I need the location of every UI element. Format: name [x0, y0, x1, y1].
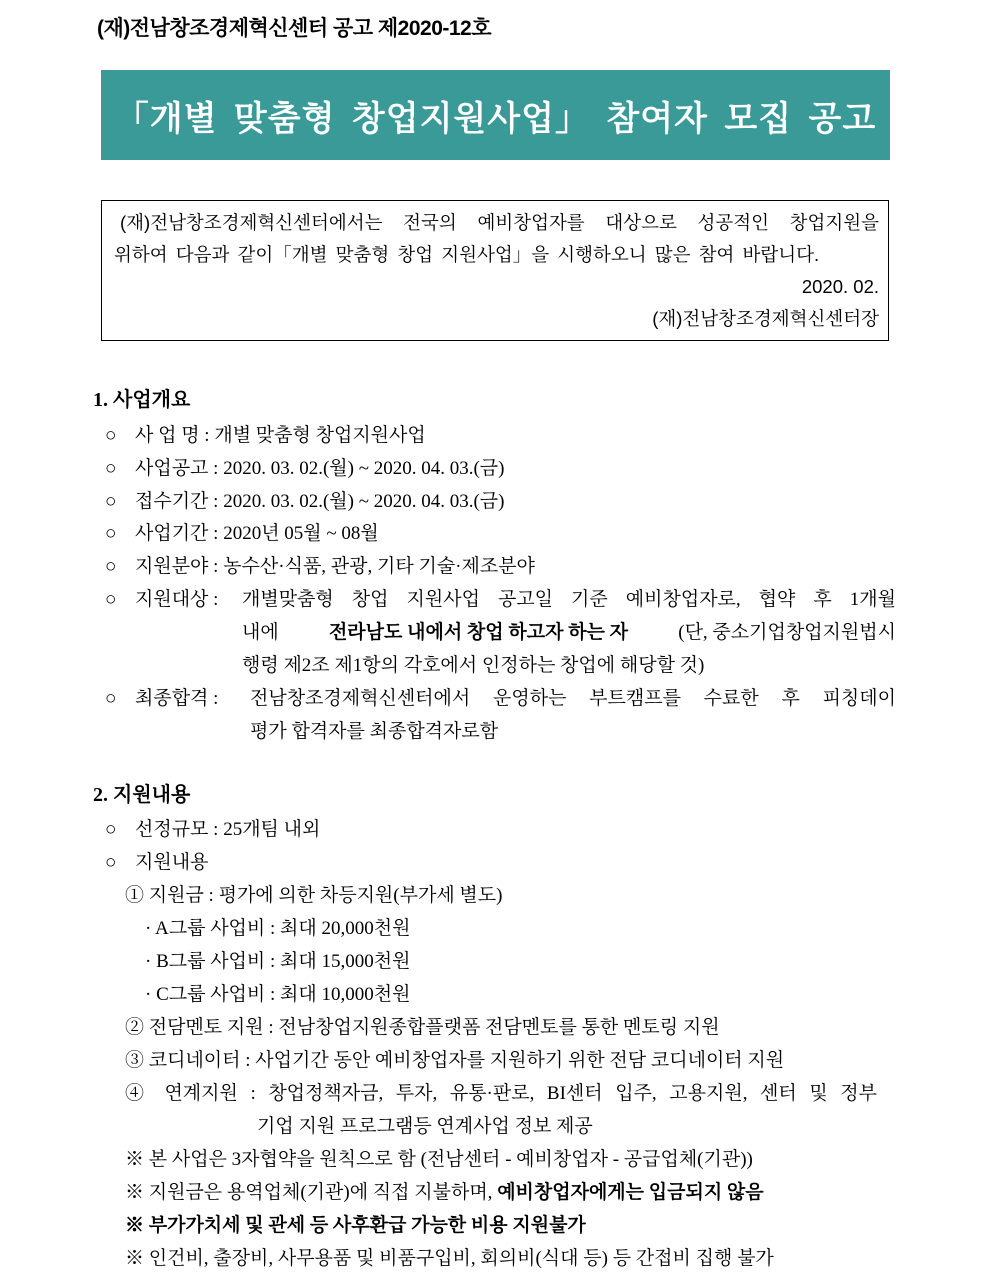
- final-line-1: 전남창조경제혁신센터에서 운영하는 부트캠프를 수료한 후 피칭데이: [250, 688, 896, 709]
- coordinator-item: ③ 코디네이터 : 사업기간 동안 예비창업자를 지원하기 위한 전담 코디네이터 지원: [125, 1050, 785, 1071]
- circle-bullet-icon: ○: [105, 688, 117, 709]
- note-4: ※ 인건비, 출장비, 사무용품 및 비품구입비, 회의비(식대 등) 등 간접비 집행 불가: [125, 1248, 774, 1269]
- title-banner: [101, 70, 890, 160]
- intro-paragraph: [114, 207, 879, 271]
- circle-bullet-icon: ○: [105, 458, 117, 479]
- intro-line-1: (재)전남창조경제혁신센터에서는 전국의 예비창업자를 대상으로 성공적인 창업지원을: [120, 212, 879, 233]
- item-text: 사 업 명 : 개별 맞춤형 창업지원사업: [135, 425, 426, 446]
- page-title: 「개별 맞춤형 창업지원사업」 참여자 모집 공고: [114, 99, 877, 138]
- mentor-item: ② 전담멘토 지원 : 전남창업지원종합플랫폼 전담멘토를 통한 멘토링 지원: [125, 1017, 720, 1038]
- target-line-2-post: (단, 중소기업창업지원법시: [678, 622, 896, 643]
- group-b-item: · B그룹 사업비 : 최대 15,000천원: [145, 951, 411, 972]
- target-line-2-pre: 내에: [242, 622, 279, 643]
- item-label: 최종합격 :: [135, 688, 219, 709]
- target-line-2-bold: 전라남도 내에서 창업 하고자 하는 자: [328, 622, 629, 643]
- item-text: 지원분야 : 농수산·식품, 관광, 기타 기술·제조분야: [135, 556, 535, 577]
- group-a-item: · A그룹 사업비 : 최대 20,000천원: [145, 918, 411, 939]
- circle-bullet-icon: ○: [105, 491, 117, 512]
- circle-bullet-icon: ○: [105, 852, 117, 873]
- grant-item: ① 지원금 : 평가에 의한 차등지원(부가세 별도): [125, 885, 503, 906]
- list-item-field: [105, 551, 900, 578]
- circle-bullet-icon: ○: [105, 523, 117, 544]
- section-1-heading: 1. 사업개요: [93, 389, 191, 411]
- note-2-bold: 예비창업자에게는 입금되지 않음: [497, 1182, 764, 1203]
- group-c-item: · C그룹 사업비 : 최대 10,000천원: [145, 984, 411, 1005]
- item-label: 지원대상 :: [135, 589, 219, 610]
- circle-bullet-icon: ○: [105, 556, 117, 577]
- intro-signature: (재)전남창조경제혁신센터장: [652, 308, 879, 329]
- list-item-content: [105, 847, 900, 874]
- list-item-announce: [105, 453, 900, 480]
- item-text: 지원내용: [135, 852, 209, 873]
- final-line-2: 평가 합격자를 최종합격자로함: [250, 721, 499, 742]
- notice-number: (재)전남창조경제혁신센터 공고 제2020-12호: [97, 17, 492, 40]
- target-line-3: 행령 제2조 제1항의 각호에서 인정하는 창업에 해당할 것): [242, 655, 705, 676]
- note-2: [125, 1177, 764, 1204]
- item-text: 사업기간 : 2020년 05월 ~ 08월: [135, 523, 379, 544]
- target-line-2: [242, 617, 896, 644]
- list-item-name: [105, 420, 900, 447]
- linkage-line-1: ④ 연계지원 : 창업정책자금, 투자, 유통·판로, BI센터 입주, 고용지원, 센터 및 정부: [125, 1083, 877, 1104]
- circle-bullet-icon: ○: [105, 819, 117, 840]
- item-text: 사업공고 : 2020. 03. 02.(월) ~ 2020. 04. 03.(금): [135, 458, 505, 479]
- intro-date: 2020. 02.: [801, 276, 879, 297]
- circle-bullet-icon: ○: [105, 425, 117, 446]
- note-2-pre: ※ 지원금은 용역업체(기관)에 직접 지불하며,: [125, 1182, 493, 1203]
- target-line-1: 개별맞춤형 창업 지원사업 공고일 기준 예비창업자로, 협약 후 1개월: [242, 589, 896, 610]
- note-1: ※ 본 사업은 3자협약을 원칙으로 함 (전남센터 - 예비창업자 - 공급업체(기관)): [125, 1149, 753, 1170]
- list-item-receipt: [105, 486, 900, 513]
- item-text: 접수기간 : 2020. 03. 02.(월) ~ 2020. 04. 03.(금): [135, 491, 505, 512]
- note-3: ※ 부가가치세 및 관세 등 사후환급 가능한 비용 지원불가: [125, 1215, 586, 1236]
- intro-line-2: 위하여 다음과 같이「개별 맞춤형 창업 지원사업」을 시행하오니 많은 참여 바랍니다.: [114, 244, 820, 265]
- circle-bullet-icon: ○: [105, 589, 117, 610]
- list-item-scale: [105, 814, 900, 841]
- item-text: 선정규모 : 25개팀 내외: [135, 819, 321, 840]
- intro-box: [101, 200, 889, 341]
- linkage-line-2: 기업 지원 프로그램등 연계사업 정보 제공: [257, 1116, 593, 1137]
- list-item-period: [105, 518, 900, 545]
- section-2-heading: 2. 지원내용: [93, 784, 191, 806]
